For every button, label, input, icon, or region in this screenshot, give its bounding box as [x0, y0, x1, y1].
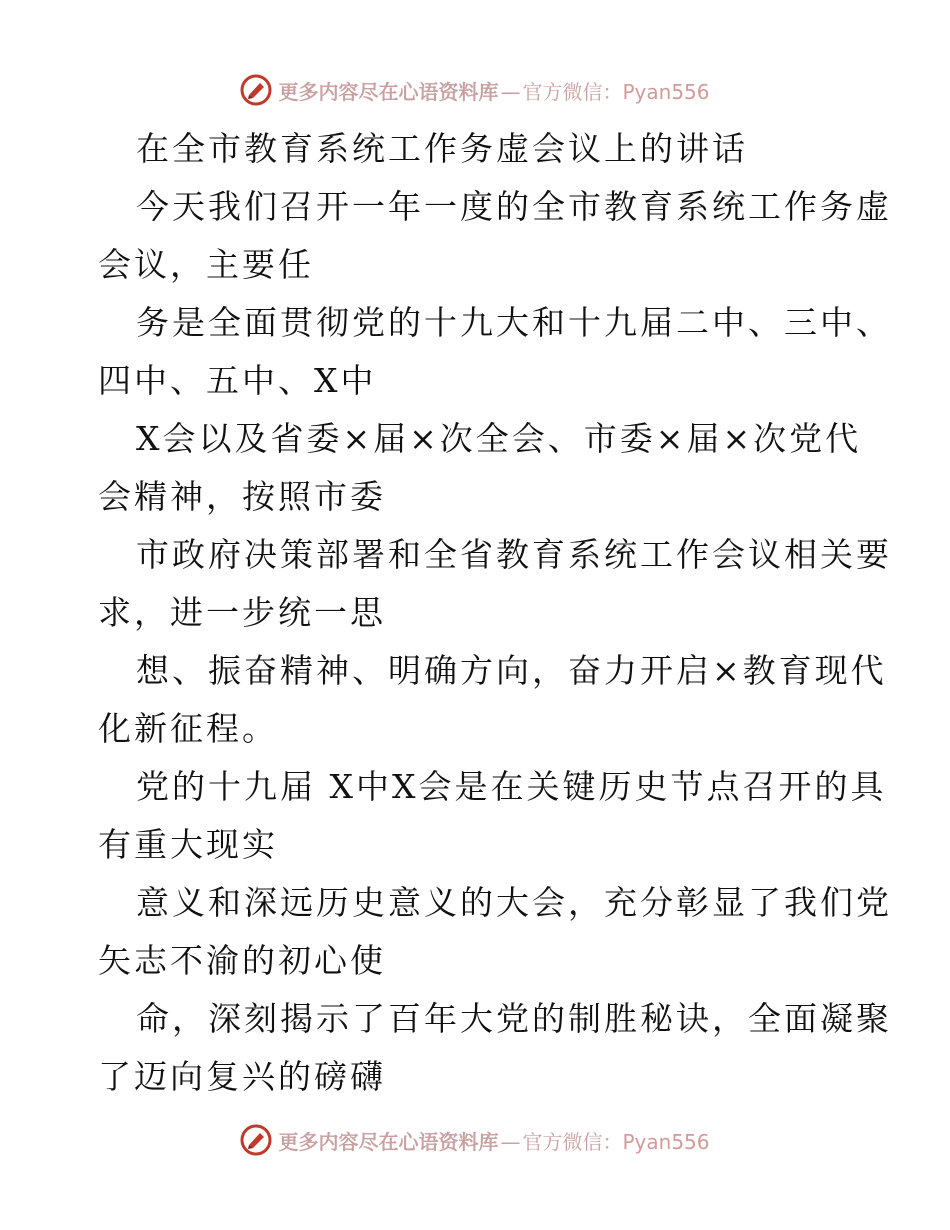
banner-separator: —: [500, 1129, 521, 1154]
paragraph-line: 命，深刻揭示了百年大党的制胜秘诀，全面凝聚: [136, 999, 892, 1038]
paragraph-line: 市政府决策部署和全省教育系统工作会议相关要: [136, 535, 892, 574]
paragraph-line: 务是全面贯彻党的十九大和十九届二中、三中、: [136, 303, 892, 342]
paragraph-line: 化新征程。: [98, 709, 278, 748]
paragraph-line: X会以及省委×届×次全会、市委×届×次党代: [136, 419, 862, 458]
paragraph-line: 矢志不渝的初心使: [98, 941, 386, 980]
footer-banner-text: [278, 1126, 709, 1155]
header-banner-text: [278, 76, 709, 105]
paragraph-line: 会精神，按照市委: [98, 477, 386, 516]
brand-logo-icon: [240, 74, 272, 106]
banner-wechat-label: 官方微信：: [522, 1129, 623, 1154]
banner-wechat-id: Pyan556: [622, 79, 710, 104]
paragraph-line: 四中、五中、X中: [98, 361, 377, 400]
paragraph-line: 会议，主要任: [98, 245, 314, 284]
brand-logo-icon: [240, 1124, 272, 1156]
paragraph-line: 了迈向复兴的磅礴: [98, 1057, 386, 1096]
paragraph-line: 有重大现实: [98, 825, 278, 864]
document-title: 在全市教育系统工作务虚会议上的讲话: [136, 129, 748, 168]
document-body: [98, 120, 892, 1106]
paragraph-line: 党的十九届 X中X会是在关键历史节点召开的具: [136, 767, 887, 806]
paragraph-line: 求，进一步统一思: [98, 593, 386, 632]
paragraph-line: 想、振奋精神、明确方向，奋力开启×教育现代: [136, 651, 887, 690]
footer-banner: [0, 1120, 950, 1160]
banner-wechat-id: Pyan556: [622, 1129, 710, 1154]
banner-main-text: 更多内容尽在心语资料库: [278, 79, 499, 104]
header-banner: [0, 70, 950, 110]
banner-separator: —: [500, 79, 521, 104]
paragraph-line: 今天我们召开一年一度的全市教育系统工作务虚: [136, 187, 892, 226]
paragraph-line: 意义和深远历史意义的大会，充分彰显了我们党: [136, 883, 892, 922]
banner-wechat-label: 官方微信：: [522, 79, 623, 104]
banner-main-text: 更多内容尽在心语资料库: [278, 1129, 499, 1154]
